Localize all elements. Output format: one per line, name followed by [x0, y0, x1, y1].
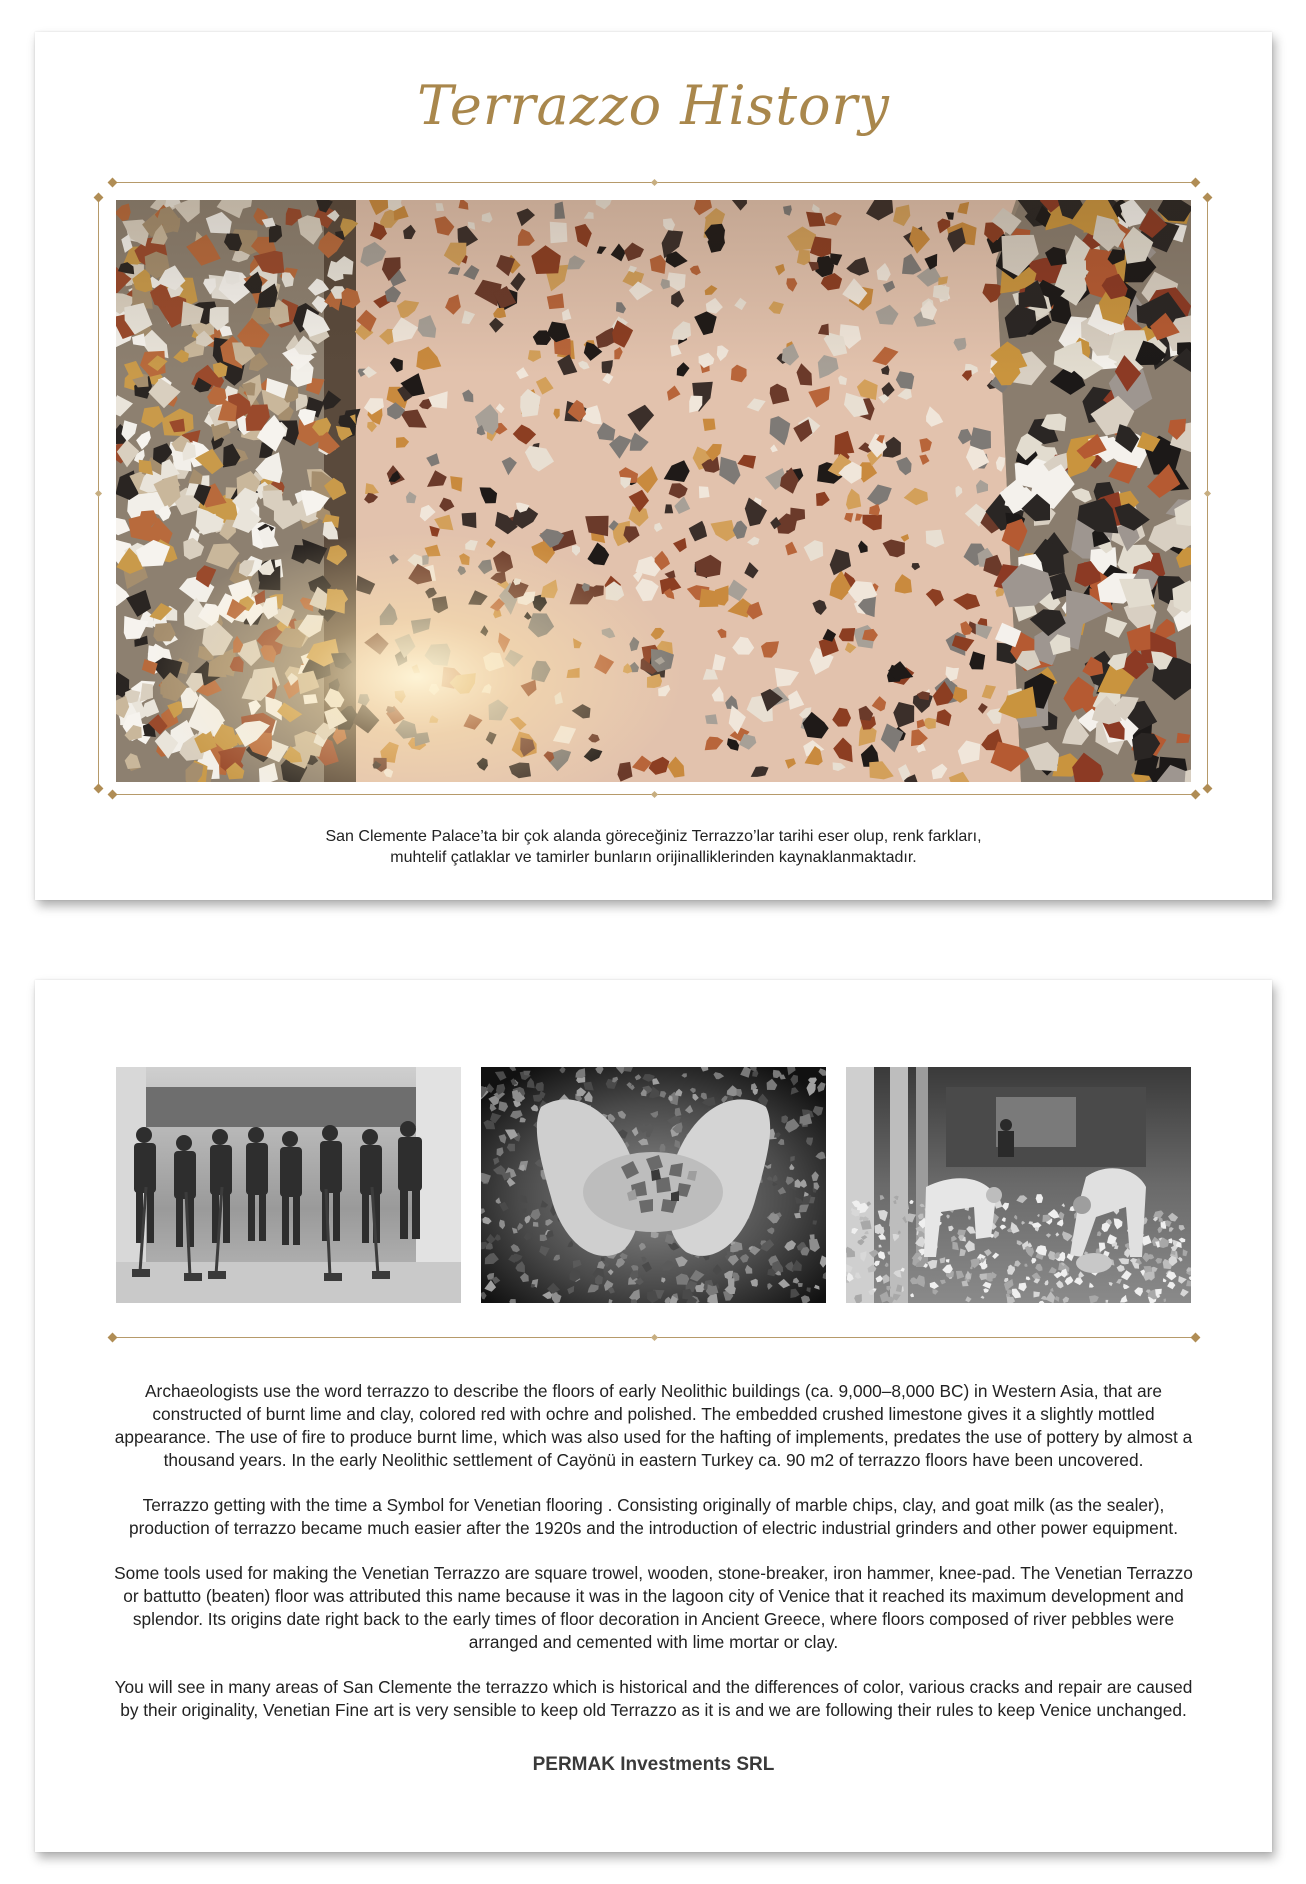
company-signature: PERMAK Investments SRL	[532, 1754, 775, 1775]
terrazzo-floor-photo	[116, 200, 1191, 782]
paragraph-san-clemente: You will see in many areas of San Clemente the terrazzo which is historical and the differences of color, various cracks and repair are caused by their originality, Venetian Fine art is very sensible to keep old Terrazzo as it is and we are following their rules to keep Venice unchanged.	[114, 1677, 1193, 1720]
ornamental-divider-bottom	[109, 788, 1199, 802]
page-card-terrazzo-text	[35, 980, 1272, 1852]
page-card-terrazzo-history	[35, 32, 1272, 900]
caption-line-2: muhtelif çatlaklar ve tamirler bunların orijinalliklerinden kaynaklanmaktadır.	[390, 849, 917, 866]
ornamental-border-left	[92, 194, 106, 792]
paragraph-venetian-symbol: Terrazzo getting with the time a Symbol for Venetian flooring . Consisting originally of marble chips, clay, and goat milk (as the sealer), production of terrazzo became much easier after the 1920s and the introduction of electric industrial grinders and other power equipment.	[129, 1495, 1178, 1538]
photo-caption	[155, 826, 1152, 868]
caption-line-1: San Clemente Palace’ta bir çok alanda göreceğiniz Terrazzo’lar tarihi eser olup, renk farkları,	[325, 828, 982, 845]
hands-marble-chips-photo	[481, 1067, 826, 1303]
ornamental-border-right	[1201, 194, 1215, 792]
ornamental-divider-top	[109, 176, 1199, 190]
workers-group-photo	[116, 1067, 461, 1303]
paragraph-archaeology: Archaeologists use the word terrazzo to describe the floors of early Neolithic buildings (ca. 9,000–8,000 BC) in Western Asia, that are constructed of burnt lime and clay, colored red with ochre and polished. The embedded crushed limestone gives it a slightly mottled appearance. The use of fire to produce burnt lime, which was also used for the hafting of implements, predates the use of pottery by almost a thousand years. In the early Neolithic settlement of Cayönü in eastern Turkey ca. 90 m2 of terrazzo floors have been uncovered.	[114, 1381, 1193, 1470]
paragraph-tools: Some tools used for making the Venetian Terrazzo are square trowel, wooden, stone-breaker, iron hammer, knee-pad. The Venetian Terrazzo or battutto (beaten) floor was attributed this name because it was in the lagoon city of Venice that it reached its maximum development and splendor. Its origins date right back to the early times of floor decoration in Ancient Greece, where floors composed of river pebbles were arranged and cemented with lime mortar or clay.	[114, 1563, 1193, 1652]
workers-laying-terrazzo-photo	[846, 1067, 1191, 1303]
page-title: Terrazzo History	[417, 74, 890, 137]
ornamental-divider	[109, 1331, 1199, 1345]
history-text	[105, 1380, 1202, 1744]
